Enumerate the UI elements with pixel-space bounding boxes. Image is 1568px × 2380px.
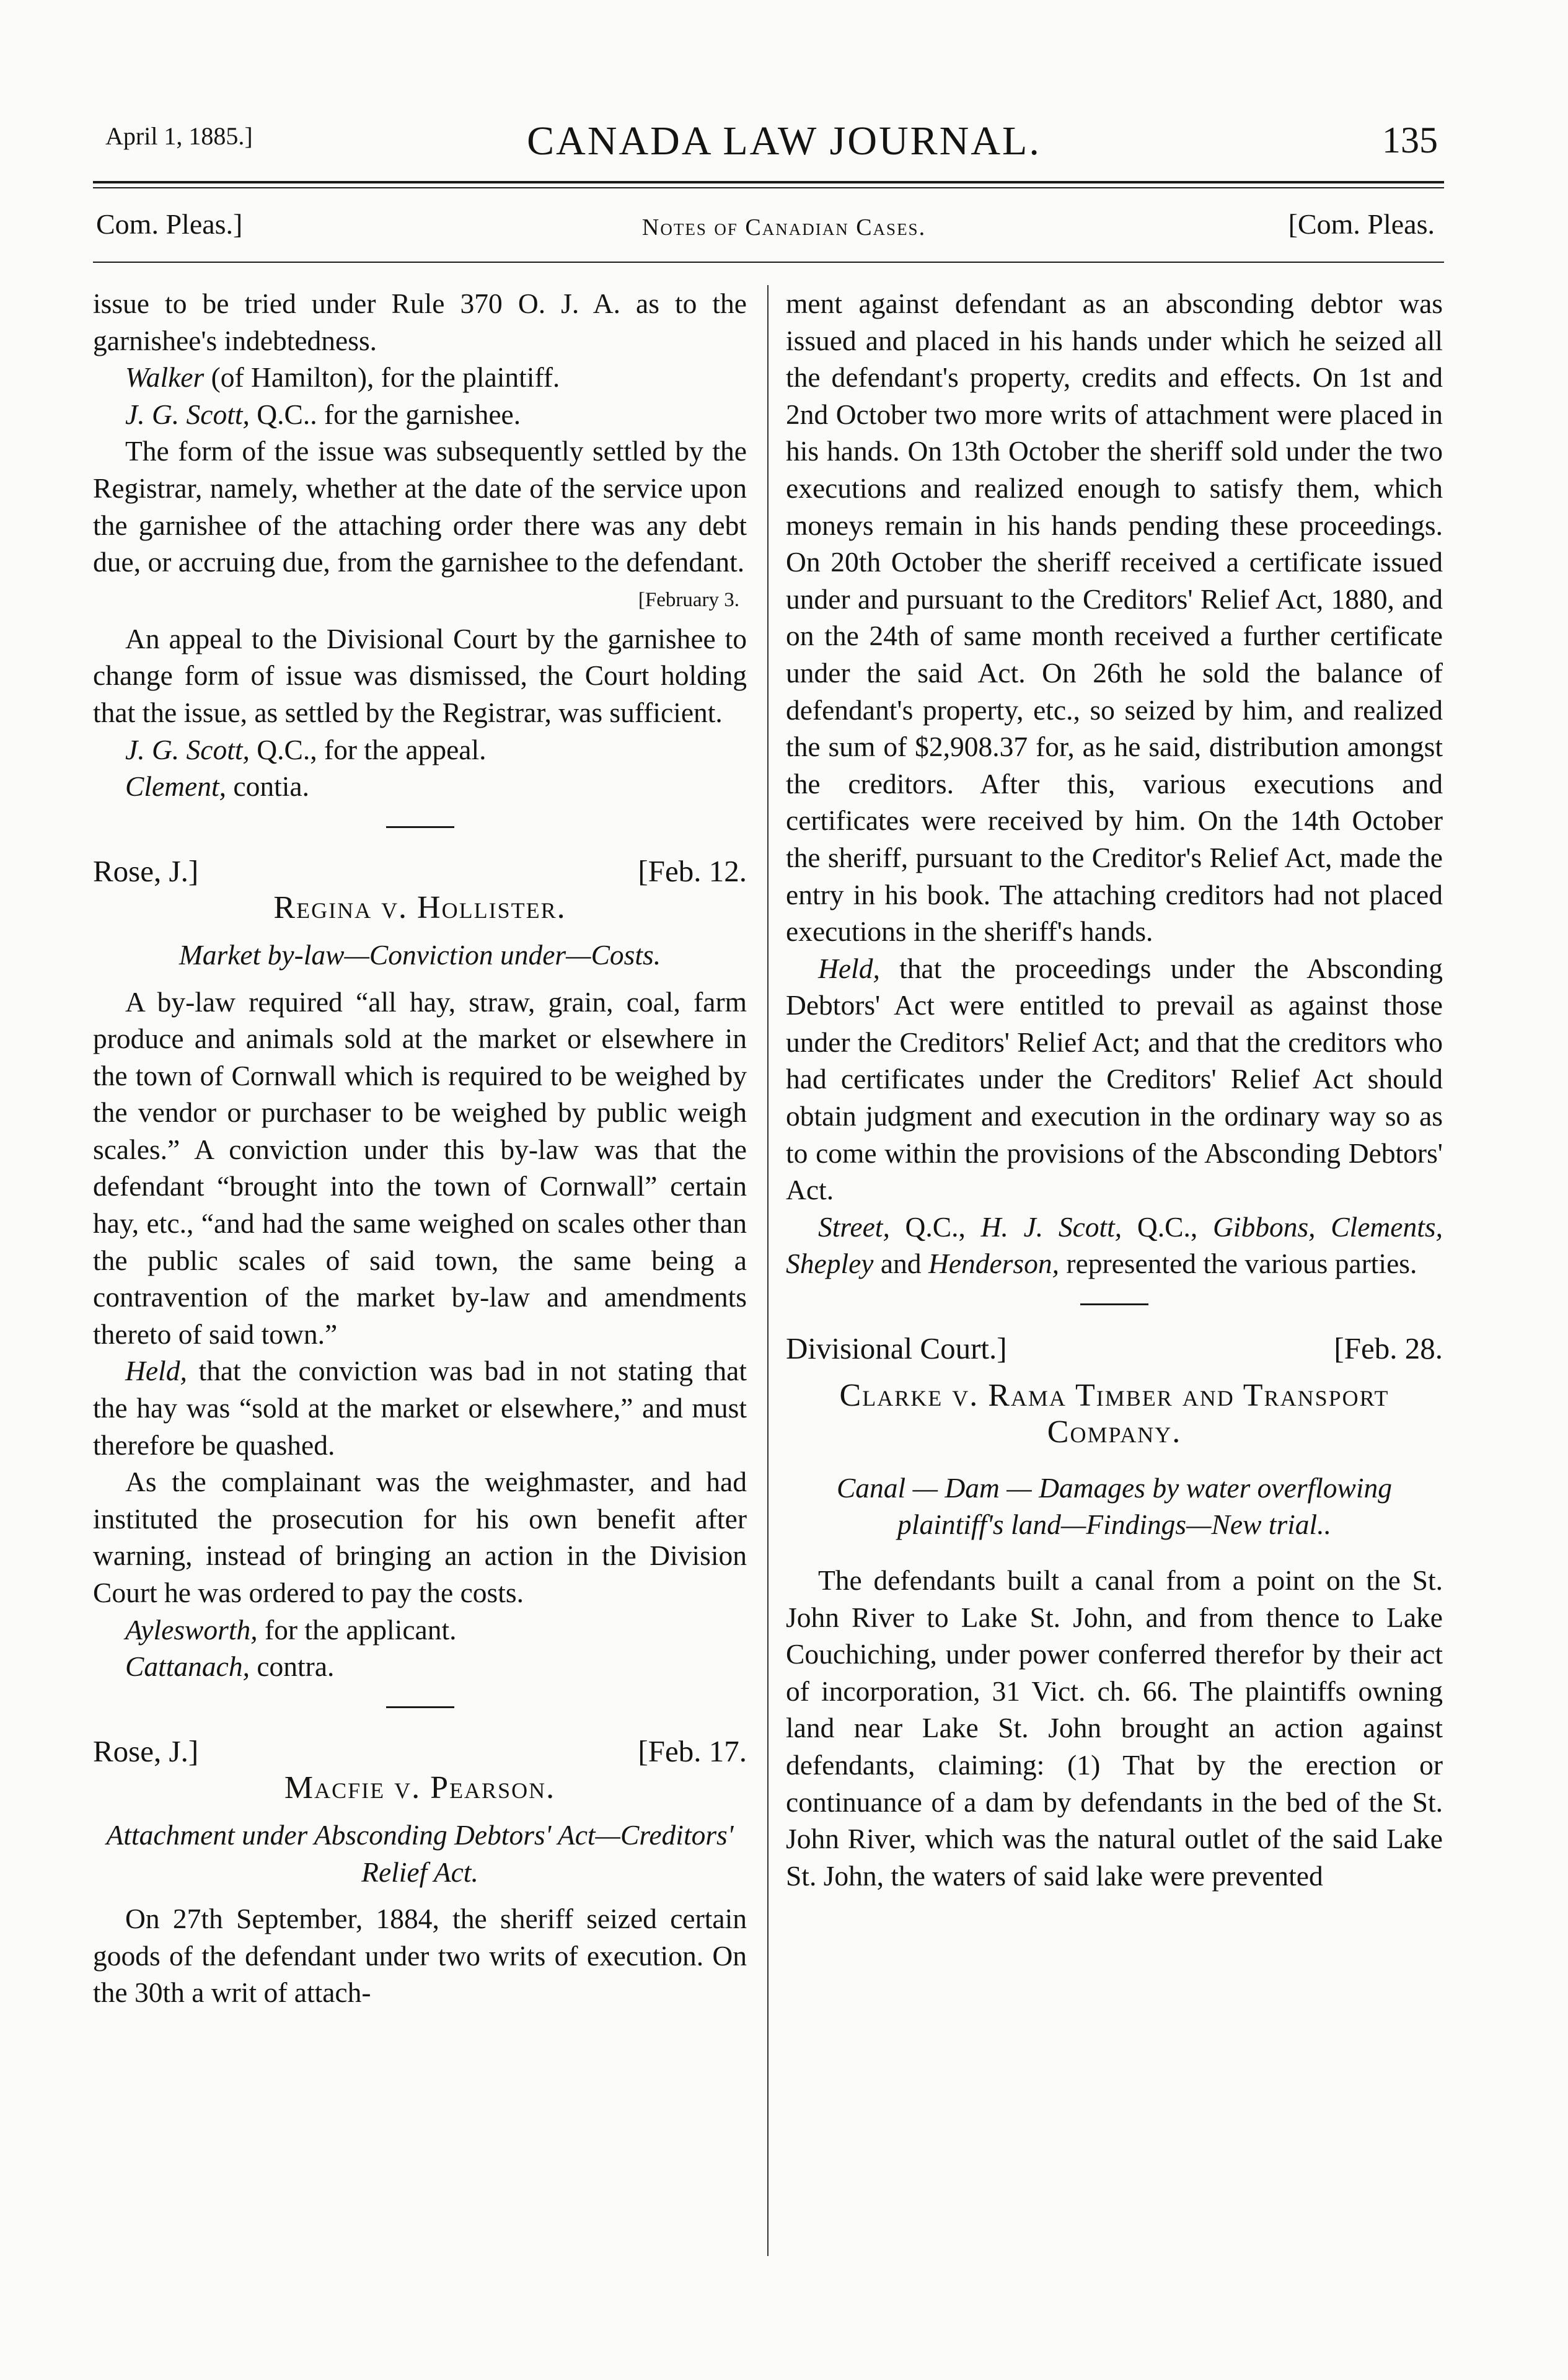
garnishee-case-continuation bbox=[93, 285, 747, 805]
left-column bbox=[93, 285, 747, 2011]
header-date: April 1, 1885.] bbox=[105, 122, 253, 150]
subheader-rule bbox=[93, 262, 1444, 263]
paragraph: issue to be tried under Rule 370 O. J. A. as to the garnishee's indebtedness. bbox=[93, 288, 747, 356]
counsel-line bbox=[93, 1648, 747, 1685]
case-macfie-v-pearson bbox=[93, 1733, 747, 2011]
page-number: 135 bbox=[1382, 120, 1438, 161]
column-divider bbox=[767, 285, 769, 2256]
case-court-line bbox=[786, 1330, 1443, 1367]
case-date: [Feb. 17. bbox=[638, 1734, 747, 1768]
case-clarke-v-rama-timber bbox=[786, 1330, 1443, 1894]
counsel-name: Street, bbox=[818, 1210, 890, 1243]
decision-date: [February 3. bbox=[638, 588, 739, 611]
held-text: that the conviction was bad in not stating that the hay was “sold at the market or elsewhere,” and must therefore be quashed. bbox=[93, 1355, 747, 1461]
counsel-name: Walker bbox=[125, 361, 205, 394]
case-title: Clarke v. Rama Timber and Transport Company. bbox=[839, 1377, 1390, 1450]
right-column bbox=[786, 285, 1443, 1894]
counsel-name: Aylesworth, bbox=[125, 1613, 258, 1646]
header-rule-top bbox=[93, 181, 1444, 183]
case-title: Macfie v. Pearson. bbox=[284, 1770, 556, 1806]
holding bbox=[786, 950, 1443, 1209]
counsel-line bbox=[93, 1611, 747, 1649]
case-title: Regina v. Hollister. bbox=[273, 890, 566, 926]
counsel-role: for the applicant. bbox=[257, 1613, 457, 1646]
counsel-line bbox=[93, 396, 747, 433]
counsel-connector: Q.C., bbox=[889, 1210, 981, 1243]
case-headnote: Market by-law—Conviction under—Costs. bbox=[178, 938, 661, 971]
subheader-court-right: [Com. Pleas. bbox=[1288, 208, 1435, 240]
case-court-line bbox=[93, 853, 747, 890]
held-label: Held, bbox=[818, 952, 880, 984]
counsel-name: Clement, bbox=[125, 770, 227, 803]
case-regina-v-hollister bbox=[93, 853, 747, 1685]
counsel-line bbox=[93, 768, 747, 805]
counsel-name: Gibbons, Clements, Shepley bbox=[786, 1210, 1443, 1280]
subheader-court-left: Com. Pleas.] bbox=[96, 208, 243, 240]
paragraph: An appeal to the Divisional Court by the garnishee to change form of issue was dismissed, the Court holding that the issue, as settled by the Registrar, was sufficient. bbox=[93, 622, 747, 728]
case-court: Rose, J.] bbox=[93, 853, 199, 888]
case-court-line bbox=[93, 1733, 747, 1770]
holding bbox=[93, 1352, 747, 1463]
case-separator bbox=[1080, 1303, 1148, 1305]
held-label: Held, bbox=[125, 1355, 187, 1387]
counsel-line bbox=[93, 359, 747, 396]
subheader-section: Notes of Canadian Cases. bbox=[641, 214, 927, 240]
counsel-role: Q.C.. for the garnishee. bbox=[249, 398, 521, 430]
paragraph: On 27th September, 1884, the sheriff seized certain goods of the defendant under two writs of execution. On the 30th a writ of attach- bbox=[93, 1903, 747, 2009]
counsel-line bbox=[93, 731, 747, 769]
paragraph: ment against defendant as an absconding debtor was issued and placed in his hands under which he seized all the defendant's property, credits and effects. On 1st and 2nd October two more writs of attachment were placed in his hands. On 13th October the sheriff sold under the two executions and realized enough to satisfy them, which moneys remain in his hands pending these proceedings. On 20th October the sheriff received a certificate issued under and pursuant to the Creditors' Relief Act, 1880, and on the 24th of same month received a further certificate under the said Act. On 26th he sold the balance of defendant's property, etc., so seized by him, and realized the sum of $2,908.37 for, as he said, distribution amongst the creditors. After this, various executions and certificates were received by him. On the 14th October the sheriff, pursuant to the Creditor's Relief Act, made the entry in his book. The attaching creditors had not placed executions in the sheriff's hands. bbox=[786, 288, 1443, 948]
counsel-connector: and bbox=[873, 1248, 928, 1280]
case-separator bbox=[386, 1706, 454, 1708]
case-date: [Feb. 28. bbox=[1334, 1331, 1443, 1366]
case-separator bbox=[386, 826, 454, 828]
case-court: Divisional Court.] bbox=[786, 1331, 1007, 1366]
case-court: Rose, J.] bbox=[93, 1734, 199, 1768]
counsel-name: Cattanach, bbox=[125, 1651, 250, 1683]
counsel-name: J. G. Scott, bbox=[125, 398, 250, 430]
header-rule-bottom bbox=[93, 187, 1444, 188]
counsel-line bbox=[786, 1209, 1443, 1282]
paragraph: The defendants built a canal from a point on the St. John River to Lake St. John, and from thence to Lake Couchiching, under power conferred therefor by their act of incorporation, 31 Vict. ch. 66. The plaintiffs owning land near Lake St. John brought an action against defendants, claiming: (1) That by the erection or continuance of a dam by defendants in the bed of the St. John River, which was the natural outlet of the said Lake St. John, the waters of said lake were prevented bbox=[786, 1564, 1443, 1892]
paragraph: As the complainant was the weighmaster, and had instituted the prosecution for his own benefit after warning, instead of bringing an action in the Division Court he was ordered to pay the costs. bbox=[93, 1466, 747, 1608]
counsel-name: H. J. Scott, bbox=[980, 1210, 1122, 1243]
paragraph: The form of the issue was subsequently settled by the Registrar, namely, whether at the date of the service upon the garnishee of the attaching order there was any debt due, or accruing due, from the garnishee to the defendant. bbox=[93, 435, 747, 578]
counsel-role: contra. bbox=[249, 1651, 335, 1683]
counsel-name: Henderson, bbox=[928, 1248, 1059, 1280]
counsel-role: represented the various parties. bbox=[1059, 1248, 1417, 1280]
case-headnote: Canal — Dam — Damages by water overflowing plaintiff's land—Findings—New trial.. bbox=[836, 1471, 1393, 1541]
counsel-role: (of Hamilton), for the plaintiff. bbox=[204, 361, 560, 394]
counsel-connector: Q.C., bbox=[1122, 1210, 1213, 1243]
case-date: [Feb. 12. bbox=[638, 853, 747, 888]
counsel-name: J. G. Scott, bbox=[125, 733, 250, 765]
journal-title: CANADA LAW JOURNAL. bbox=[527, 118, 1041, 164]
held-text: that the proceedings under the Absconding Debtors' Act were entitled to prevail as against those under the Creditors' Relief Act; and that the creditors who had certificates under the Creditors' Relief Act should obtain judgment and execution in the ordinary way so as to come within the provisions of the Absconding Debtors' Act. bbox=[786, 952, 1443, 1206]
counsel-role: contia. bbox=[226, 770, 309, 803]
paragraph: A by-law required “all hay, straw, grain, coal, farm produce and animals sold at the market or elsewhere in the town of Cornwall which is required to be weighed by the vendor or purchaser to be weighed by public weigh scales.” A conviction under this by-law was that the defendant “brought into the town of Cornwall” certain hay, etc., “and had the same weighed on scales other than the public scales of said town, the same being a contravention of the market by-law and amendments thereto of said town.” bbox=[93, 985, 747, 1350]
case-headnote: Attachment under Absconding Debtors' Act—Creditors' Relief Act. bbox=[106, 1818, 734, 1888]
case-macfie-v-pearson-continued bbox=[786, 285, 1443, 1282]
counsel-role: Q.C., for the appeal. bbox=[249, 733, 487, 765]
